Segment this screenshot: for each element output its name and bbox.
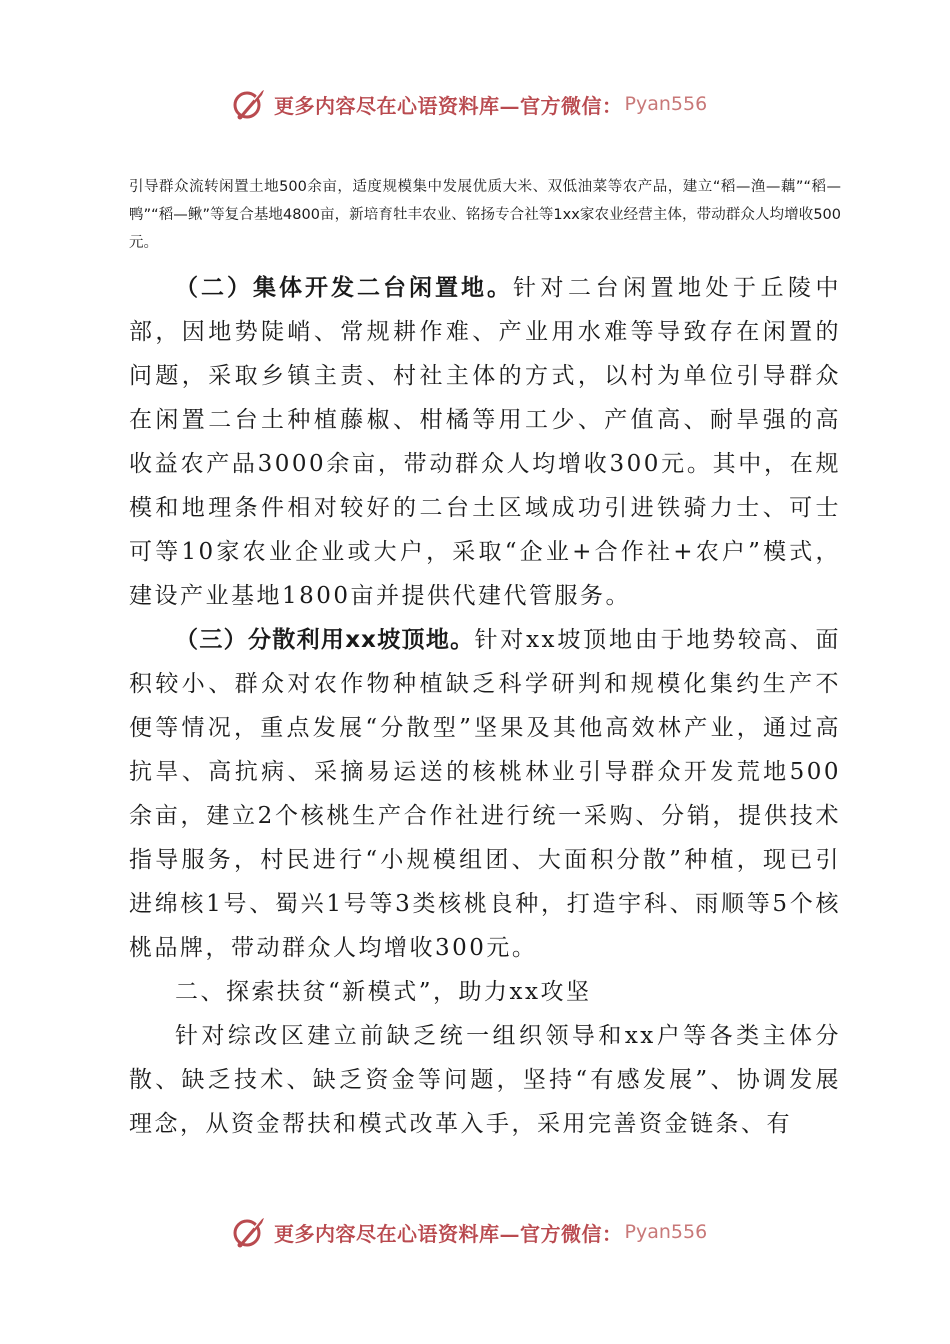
header-banner (0, 80, 950, 124)
section-2-heading: （二）集体开发二台闲置地。 (175, 275, 513, 301)
quill-logo-icon (230, 1212, 270, 1252)
banner-wechat-id: Pyan556 (624, 93, 708, 115)
banner-title: 更多内容尽在心语资料库—官方微信： (274, 93, 623, 118)
section-2-text: 针对二台闲置地处于丘陵中部，因地势陡峭、常规耕作难、产业用水难等导致存在闲置的问题，采取乡镇主责、村社主体的方式，以村为单位引导群众在闲置二台土种植藤椒、柑橘等用工少、产值高、耐旱强的高收益农产品3000余亩，带动群众人均增收300元。其中，在规模和地理条件相对较好的二台土区域成功引进铁骑力士、可士可等10家农业企业或大户，采取“企业+合作社+农户”模式，建设产业基地1800亩并提供代建代管服务。 (129, 275, 841, 609)
section-3-heading: （三）分散利用xx坡顶地。 (175, 627, 475, 653)
quill-logo-icon (230, 84, 270, 124)
footer-banner (0, 1208, 950, 1252)
section-3-paragraph (129, 618, 841, 970)
section-2-paragraph (129, 266, 841, 618)
banner-wechat-id: Pyan556 (624, 1221, 708, 1243)
continued-paragraph: 引导群众流转闲置土地500余亩，适度规模集中发展优质大米、双低油菜等农产品，建立“稻—渔—藕”“稻—鸭”“稻—鳅”等复合基地4800亩，新培育牡丰农业、铭扬专合社等1xx家农业经营主体，带动群众人均增收500元。 (129, 179, 841, 251)
chapter-2-heading: 二、探索扶贫“新模式”，助力xx攻坚 (175, 979, 592, 1005)
section-3-text: 针对xx坡顶地由于地势较高、面积较小、群众对农作物种植缺乏科学研判和规模化集约生产不便等情况，重点发展“分散型”坚果及其他高效林产业，通过高抗旱、高抗病、采摘易运送的核桃林业引导群众开发荒地500余亩，建立2个核桃生产合作社进行统一采购、分销，提供技术指导服务，村民进行“小规模组团、大面积分散”种植，现已引进绵核1号、蜀兴1号等3类核桃良种，打造宇科、雨顺等5个核桃品牌，带动群众人均增收300元。 (129, 627, 841, 961)
banner-title: 更多内容尽在心语资料库—官方微信： (274, 1221, 623, 1246)
document-body (129, 266, 841, 1146)
last-paragraph: 针对综改区建立前缺乏统一组织领导和xx户等各类主体分散、缺乏技术、缺乏资金等问题，坚持“有感发展”、协调发展理念，从资金帮扶和模式改革入手，采用完善资金链条、有 (129, 1023, 841, 1137)
